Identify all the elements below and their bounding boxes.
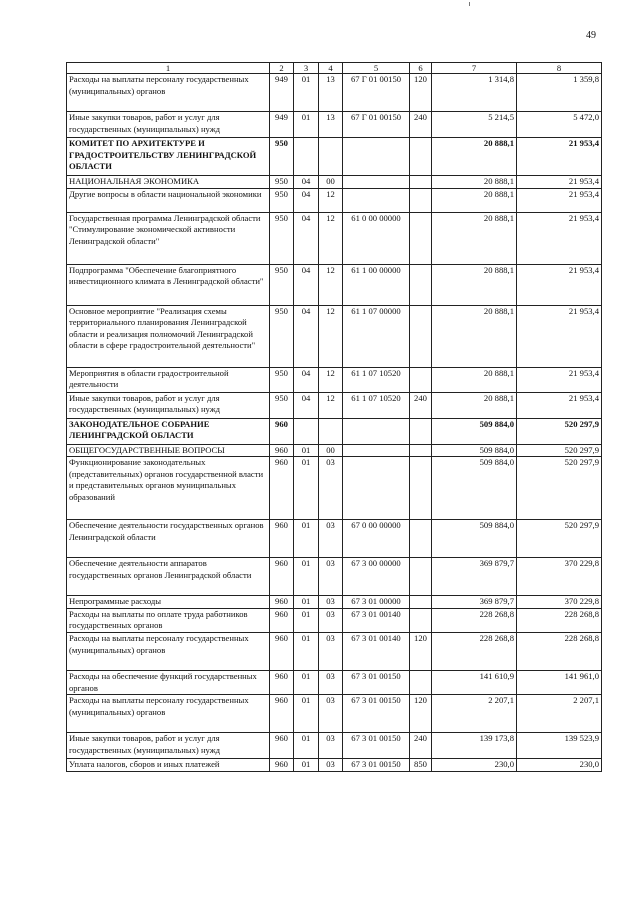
amount-year2-cell: 21 953,4 (517, 188, 602, 212)
amount-year1-cell: 1 314,8 (432, 74, 517, 112)
section-code-cell: 01 (294, 759, 319, 772)
ministry-code-cell: 950 (270, 188, 294, 212)
target-article-cell (343, 418, 410, 444)
ministry-code-cell: 960 (270, 444, 294, 457)
expense-type-cell (410, 608, 432, 632)
section-code-cell: 01 (294, 695, 319, 733)
subsection-code-cell: 03 (319, 457, 343, 520)
ministry-code-cell: 960 (270, 759, 294, 772)
table-row (67, 558, 602, 596)
table-row (67, 176, 602, 189)
ministry-code-cell: 950 (270, 392, 294, 418)
target-article-cell (343, 444, 410, 457)
section-code-cell: 04 (294, 188, 319, 212)
target-article-cell: 61 1 07 10520 (343, 392, 410, 418)
target-article-cell (343, 138, 410, 176)
target-article-cell: 67 3 01 00000 (343, 596, 410, 609)
section-code-cell: 04 (294, 264, 319, 305)
target-article-cell: 67 3 01 00150 (343, 733, 410, 759)
target-article-cell: 61 1 07 10520 (343, 367, 410, 392)
column-header: 2 (270, 63, 294, 74)
column-header: 7 (432, 63, 517, 74)
row-name-cell: КОМИТЕТ ПО АРХИТЕКТУРЕ И ГРАДОСТРОИТЕЛЬСТВУ ЛЕНИНГРАДСКОЙ ОБЛАСТИ (67, 138, 270, 176)
ministry-code-cell: 960 (270, 418, 294, 444)
table-row (67, 188, 602, 212)
amount-year2-cell: 139 523,9 (517, 733, 602, 759)
expense-type-cell: 240 (410, 733, 432, 759)
ministry-code-cell: 960 (270, 558, 294, 596)
row-name-cell: Другие вопросы в области национальной экономики (67, 188, 270, 212)
ministry-code-cell: 960 (270, 695, 294, 733)
expense-type-cell (410, 176, 432, 189)
column-header: 4 (319, 63, 343, 74)
table-body (67, 74, 602, 772)
ministry-code-cell: 960 (270, 670, 294, 694)
row-name-cell: Уплата налогов, сборов и иных платежей (67, 759, 270, 772)
subsection-code-cell: 12 (319, 392, 343, 418)
ministry-code-cell: 960 (270, 596, 294, 609)
amount-year1-cell: 20 888,1 (432, 212, 517, 264)
section-code-cell: 04 (294, 176, 319, 189)
amount-year2-cell: 21 953,4 (517, 367, 602, 392)
table-row (67, 212, 602, 264)
expense-type-cell: 120 (410, 632, 432, 670)
row-name-cell: Расходы на выплаты по оплате труда работников государственных органов (67, 608, 270, 632)
section-code-cell: 04 (294, 305, 319, 367)
amount-year2-cell: 21 953,4 (517, 138, 602, 176)
row-name-cell: НАЦИОНАЛЬНАЯ ЭКОНОМИКА (67, 176, 270, 189)
amount-year2-cell: 2 207,1 (517, 695, 602, 733)
target-article-cell: 67 3 01 00140 (343, 608, 410, 632)
budget-table (66, 62, 602, 772)
amount-year1-cell: 141 610,9 (432, 670, 517, 694)
table-row (67, 632, 602, 670)
subsection-code-cell (319, 138, 343, 176)
section-code-cell: 04 (294, 392, 319, 418)
subsection-code-cell: 00 (319, 176, 343, 189)
subsection-code-cell: 03 (319, 558, 343, 596)
column-header: 1 (67, 63, 270, 74)
row-name-cell: Основное мероприятие "Реализация схемы территориального планирования Ленинградской области и реализация полномочий Ленинградской области в сфере градостроительной деятельности" (67, 305, 270, 367)
subsection-code-cell: 03 (319, 670, 343, 694)
ministry-code-cell: 949 (270, 74, 294, 112)
subsection-code-cell: 12 (319, 212, 343, 264)
subsection-code-cell: 03 (319, 632, 343, 670)
amount-year2-cell: 520 297,9 (517, 444, 602, 457)
subsection-code-cell: 12 (319, 305, 343, 367)
target-article-cell: 67 3 01 00140 (343, 632, 410, 670)
amount-year1-cell: 509 884,0 (432, 444, 517, 457)
section-code-cell (294, 418, 319, 444)
amount-year1-cell: 228 268,8 (432, 632, 517, 670)
expense-type-cell (410, 188, 432, 212)
amount-year2-cell: 21 953,4 (517, 264, 602, 305)
amount-year2-cell: 21 953,4 (517, 392, 602, 418)
amount-year1-cell: 228 268,8 (432, 608, 517, 632)
table-row (67, 112, 602, 138)
section-code-cell: 01 (294, 632, 319, 670)
table-row (67, 138, 602, 176)
table-row (67, 608, 602, 632)
table-row (67, 457, 602, 520)
amount-year2-cell: 141 961,0 (517, 670, 602, 694)
expense-type-cell (410, 367, 432, 392)
target-article-cell: 67 3 00 00000 (343, 558, 410, 596)
target-article-cell (343, 176, 410, 189)
amount-year1-cell: 2 207,1 (432, 695, 517, 733)
amount-year1-cell: 509 884,0 (432, 520, 517, 558)
row-name-cell: Подпрограмма "Обеспечение благоприятного инвестиционного климата в Ленинградской области" (67, 264, 270, 305)
section-code-cell: 01 (294, 112, 319, 138)
target-article-cell: 67 0 00 00000 (343, 520, 410, 558)
expense-type-cell (410, 418, 432, 444)
section-code-cell (294, 138, 319, 176)
table-row (67, 367, 602, 392)
amount-year2-cell: 228 268,8 (517, 608, 602, 632)
amount-year2-cell: 1 359,8 (517, 74, 602, 112)
amount-year2-cell: 370 229,8 (517, 558, 602, 596)
expense-type-cell (410, 444, 432, 457)
header-row (67, 63, 602, 74)
ministry-code-cell: 960 (270, 608, 294, 632)
target-article-cell: 61 1 00 00000 (343, 264, 410, 305)
expense-type-cell: 120 (410, 74, 432, 112)
table-row (67, 520, 602, 558)
table-row (67, 733, 602, 759)
amount-year2-cell: 520 297,9 (517, 418, 602, 444)
table-row (67, 392, 602, 418)
expense-type-cell: 850 (410, 759, 432, 772)
expense-type-cell (410, 520, 432, 558)
column-header: 6 (410, 63, 432, 74)
subsection-code-cell: 03 (319, 759, 343, 772)
amount-year1-cell: 20 888,1 (432, 264, 517, 305)
expense-type-cell (410, 138, 432, 176)
ministry-code-cell: 960 (270, 632, 294, 670)
target-article-cell: 67 Г 01 00150 (343, 74, 410, 112)
subsection-code-cell: 03 (319, 596, 343, 609)
amount-year1-cell: 369 879,7 (432, 558, 517, 596)
ministry-code-cell: 950 (270, 264, 294, 305)
scan-speck (469, 2, 470, 6)
amount-year1-cell: 509 884,0 (432, 457, 517, 520)
column-header: 8 (517, 63, 602, 74)
ministry-code-cell: 950 (270, 176, 294, 189)
subsection-code-cell: 12 (319, 188, 343, 212)
table-row (67, 759, 602, 772)
ministry-code-cell: 950 (270, 138, 294, 176)
subsection-code-cell (319, 418, 343, 444)
ministry-code-cell: 950 (270, 367, 294, 392)
subsection-code-cell: 03 (319, 733, 343, 759)
amount-year2-cell: 21 953,4 (517, 176, 602, 189)
target-article-cell: 61 0 00 00000 (343, 212, 410, 264)
row-name-cell: Обеспечение деятельности государственных органов Ленинградской области (67, 520, 270, 558)
row-name-cell: Расходы на выплаты персоналу государственных (муниципальных) органов (67, 695, 270, 733)
row-name-cell: Государственная программа Ленинградской области "Стимулирование экономической активности Ленинградской области" (67, 212, 270, 264)
section-code-cell: 01 (294, 74, 319, 112)
subsection-code-cell: 12 (319, 367, 343, 392)
row-name-cell: Расходы на обеспечение функций государственных органов (67, 670, 270, 694)
column-header: 5 (343, 63, 410, 74)
row-name-cell: Функционирование законодательных (представительных) органов государственной власти и представительных органов муниципальных образований (67, 457, 270, 520)
section-code-cell: 01 (294, 457, 319, 520)
ministry-code-cell: 960 (270, 733, 294, 759)
section-code-cell: 01 (294, 608, 319, 632)
amount-year2-cell: 520 297,9 (517, 520, 602, 558)
row-name-cell: ЗАКОНОДАТЕЛЬНОЕ СОБРАНИЕ ЛЕНИНГРАДСКОЙ ОБЛАСТИ (67, 418, 270, 444)
amount-year2-cell: 21 953,4 (517, 305, 602, 367)
subsection-code-cell: 13 (319, 112, 343, 138)
table-row (67, 74, 602, 112)
amount-year2-cell: 228 268,8 (517, 632, 602, 670)
subsection-code-cell: 12 (319, 264, 343, 305)
table-row (67, 264, 602, 305)
section-code-cell: 01 (294, 670, 319, 694)
expense-type-cell: 120 (410, 695, 432, 733)
section-code-cell: 04 (294, 212, 319, 264)
amount-year2-cell: 520 297,9 (517, 457, 602, 520)
table-row (67, 695, 602, 733)
column-header: 3 (294, 63, 319, 74)
section-code-cell: 01 (294, 520, 319, 558)
amount-year1-cell: 20 888,1 (432, 392, 517, 418)
ministry-code-cell: 960 (270, 457, 294, 520)
amount-year2-cell: 5 472,0 (517, 112, 602, 138)
target-article-cell (343, 188, 410, 212)
amount-year1-cell: 230,0 (432, 759, 517, 772)
amount-year2-cell: 370 229,8 (517, 596, 602, 609)
row-name-cell: Мероприятия в области градостроительной деятельности (67, 367, 270, 392)
expense-type-cell: 240 (410, 112, 432, 138)
expense-type-cell (410, 596, 432, 609)
subsection-code-cell: 13 (319, 74, 343, 112)
target-article-cell (343, 457, 410, 520)
row-name-cell: Расходы на выплаты персоналу государственных (муниципальных) органов (67, 74, 270, 112)
row-name-cell: Иные закупки товаров, работ и услуг для государственных (муниципальных) нужд (67, 112, 270, 138)
row-name-cell: ОБЩЕГОСУДАРСТВЕННЫЕ ВОПРОСЫ (67, 444, 270, 457)
amount-year1-cell: 139 173,8 (432, 733, 517, 759)
expense-type-cell (410, 264, 432, 305)
section-code-cell: 04 (294, 367, 319, 392)
target-article-cell: 67 3 01 00150 (343, 670, 410, 694)
target-article-cell: 61 1 07 00000 (343, 305, 410, 367)
target-article-cell: 67 Г 01 00150 (343, 112, 410, 138)
section-code-cell: 01 (294, 733, 319, 759)
amount-year1-cell: 20 888,1 (432, 305, 517, 367)
amount-year1-cell: 369 879,7 (432, 596, 517, 609)
expense-type-cell (410, 670, 432, 694)
section-code-cell: 01 (294, 596, 319, 609)
amount-year1-cell: 20 888,1 (432, 176, 517, 189)
expense-type-cell: 240 (410, 392, 432, 418)
expense-type-cell (410, 305, 432, 367)
subsection-code-cell: 03 (319, 608, 343, 632)
amount-year2-cell: 230,0 (517, 759, 602, 772)
row-name-cell: Иные закупки товаров, работ и услуг для государственных (муниципальных) нужд (67, 733, 270, 759)
table-row (67, 596, 602, 609)
expense-type-cell (410, 558, 432, 596)
expense-type-cell (410, 457, 432, 520)
target-article-cell: 67 3 01 00150 (343, 759, 410, 772)
expense-type-cell (410, 212, 432, 264)
row-name-cell: Обеспечение деятельности аппаратов государственных органов Ленинградской области (67, 558, 270, 596)
ministry-code-cell: 949 (270, 112, 294, 138)
section-code-cell: 01 (294, 558, 319, 596)
ministry-code-cell: 950 (270, 212, 294, 264)
row-name-cell: Иные закупки товаров, работ и услуг для государственных (муниципальных) нужд (67, 392, 270, 418)
row-name-cell: Непрограммные расходы (67, 596, 270, 609)
table-row (67, 444, 602, 457)
amount-year1-cell: 20 888,1 (432, 188, 517, 212)
subsection-code-cell: 03 (319, 695, 343, 733)
table-row (67, 305, 602, 367)
amount-year2-cell: 21 953,4 (517, 212, 602, 264)
ministry-code-cell: 960 (270, 520, 294, 558)
amount-year1-cell: 20 888,1 (432, 138, 517, 176)
row-name-cell: Расходы на выплаты персоналу государственных (муниципальных) органов (67, 632, 270, 670)
amount-year1-cell: 5 214,5 (432, 112, 517, 138)
page-number: 49 (586, 30, 596, 41)
target-article-cell: 67 3 01 00150 (343, 695, 410, 733)
ministry-code-cell: 950 (270, 305, 294, 367)
section-code-cell: 01 (294, 444, 319, 457)
table-row (67, 670, 602, 694)
amount-year1-cell: 509 884,0 (432, 418, 517, 444)
amount-year1-cell: 20 888,1 (432, 367, 517, 392)
table-row (67, 418, 602, 444)
subsection-code-cell: 03 (319, 520, 343, 558)
subsection-code-cell: 00 (319, 444, 343, 457)
